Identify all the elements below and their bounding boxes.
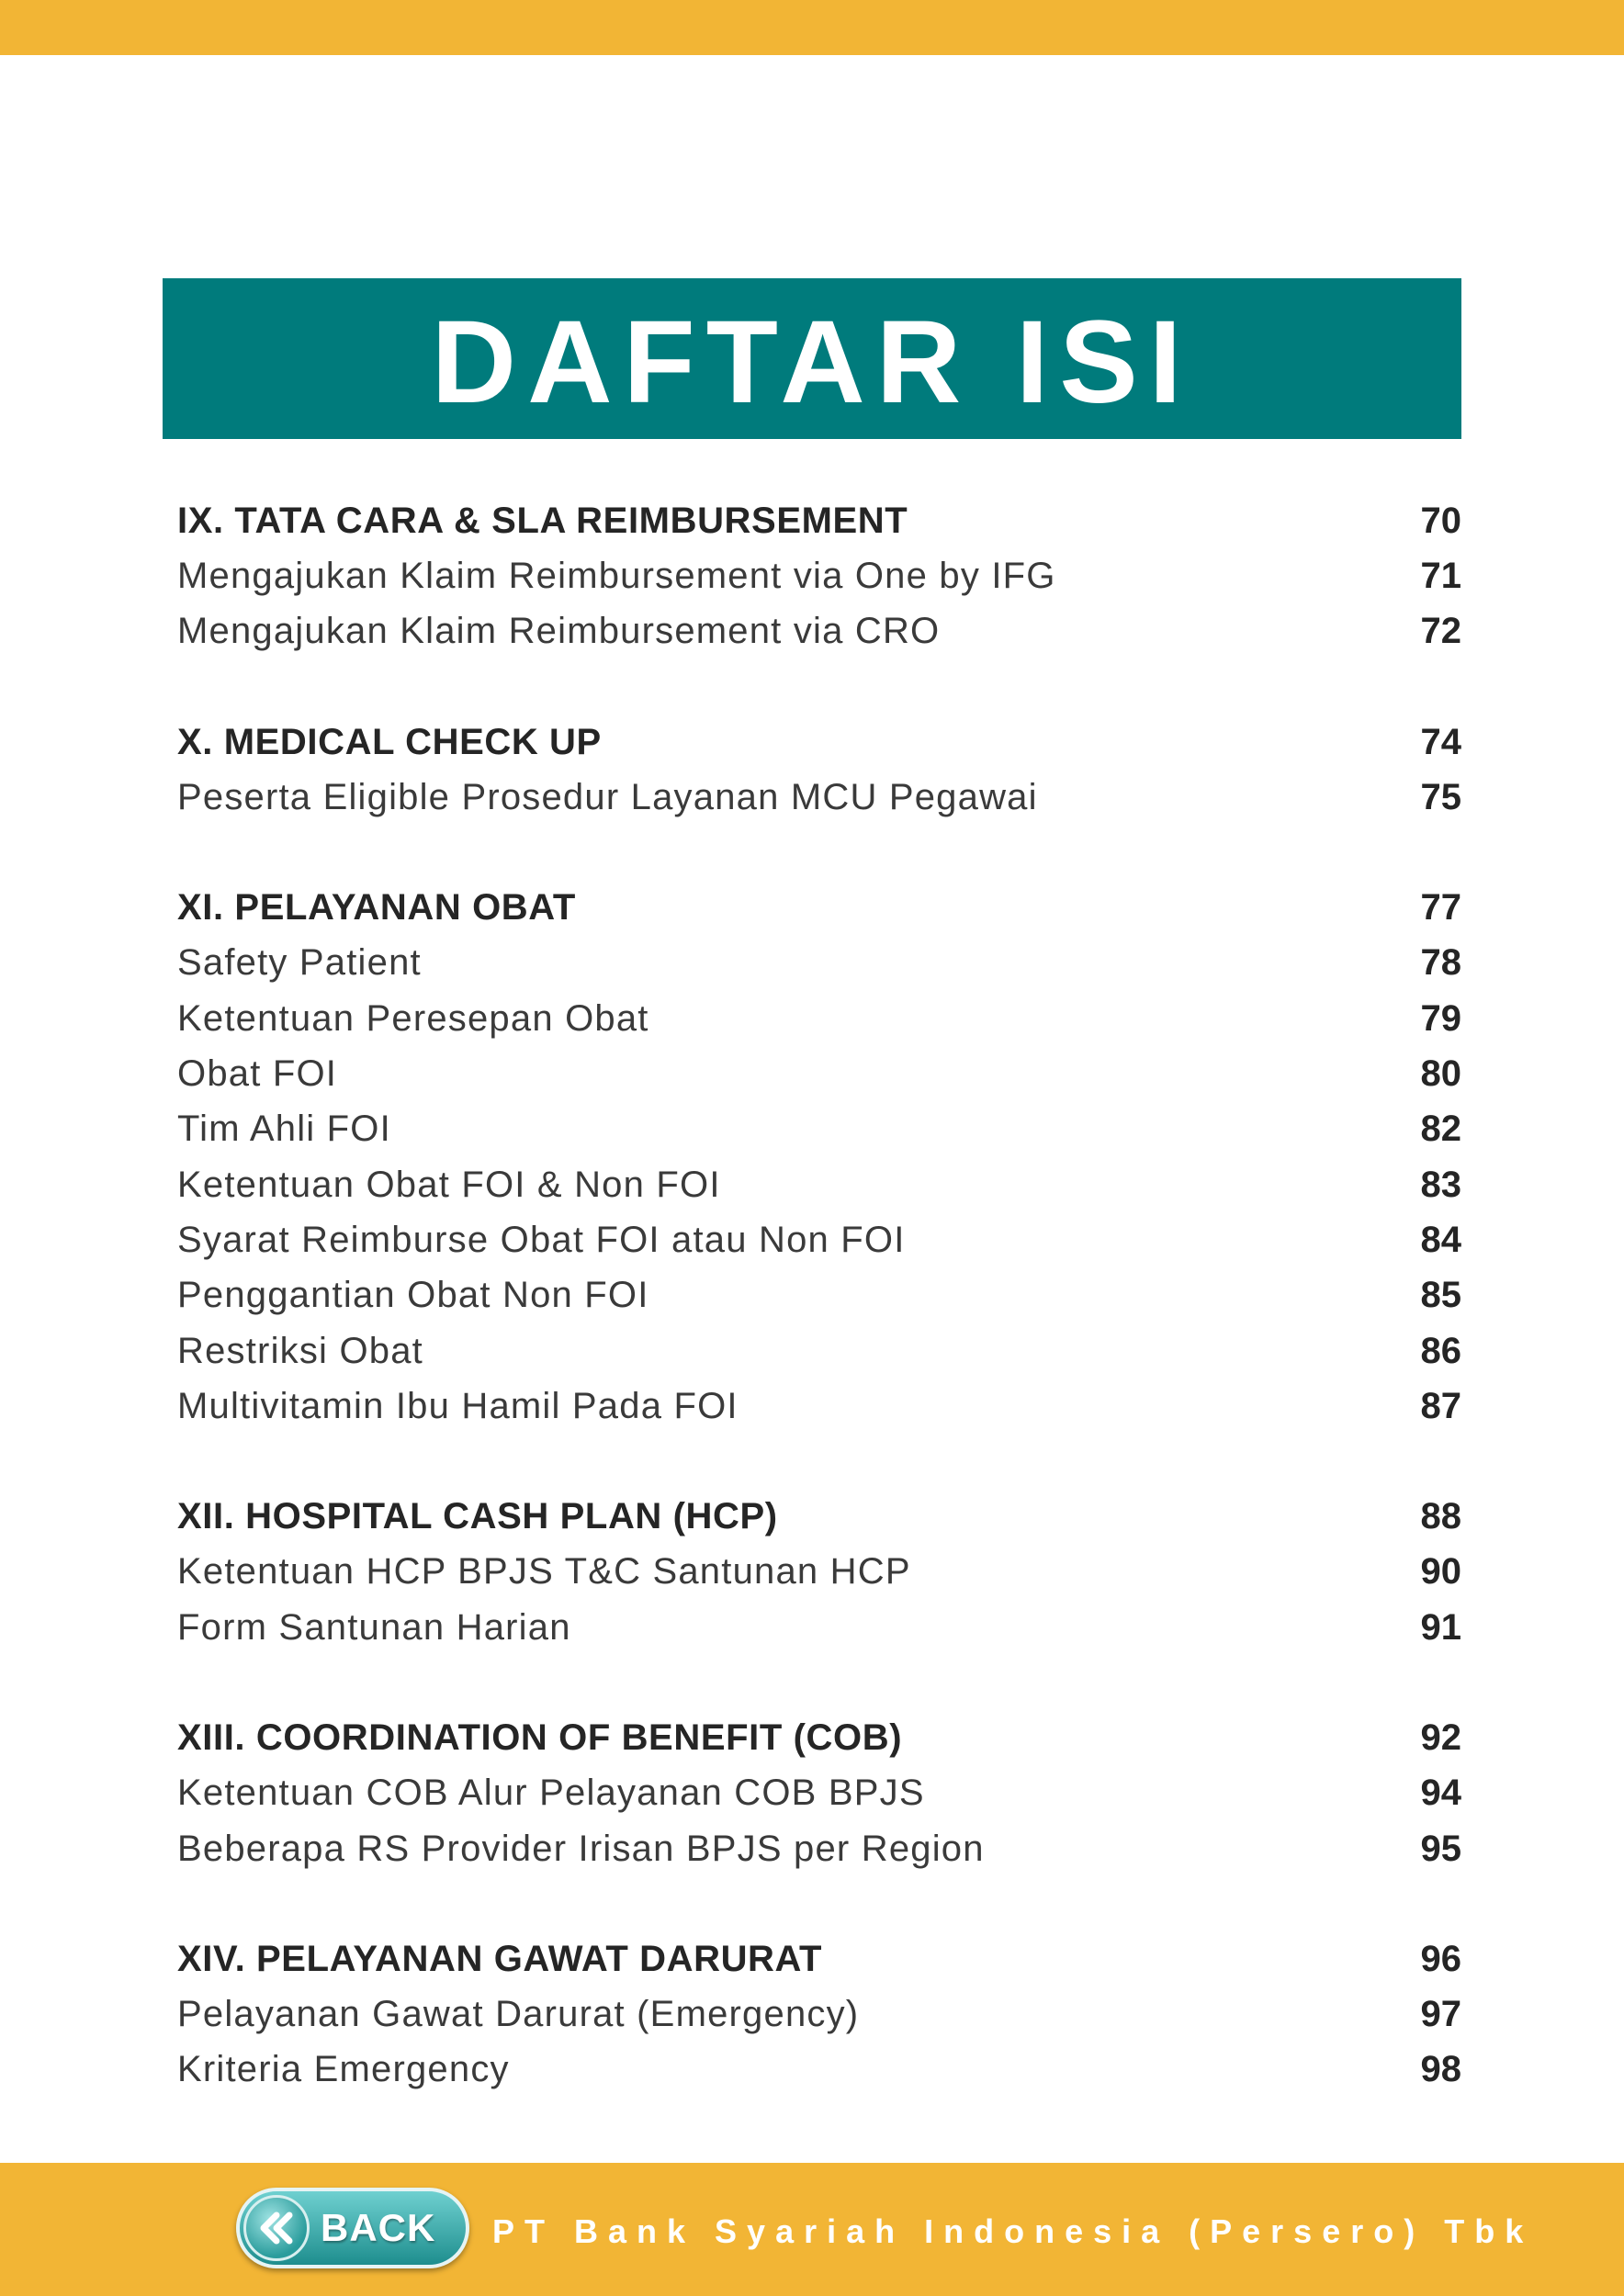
toc-page-number: 79 <box>1420 997 1461 1039</box>
toc-page-number: 97 <box>1420 1994 1461 2035</box>
toc-section-xi <box>177 880 1461 1434</box>
toc-heading-row[interactable] <box>177 1931 1461 1986</box>
toc-page-number: 86 <box>1420 1330 1461 1371</box>
toc-page-number: 78 <box>1420 942 1461 984</box>
toc-item-label: Obat FOI <box>177 1053 338 1095</box>
title-banner <box>163 278 1461 439</box>
toc-page-number: 88 <box>1420 1496 1461 1537</box>
toc-heading-label: XIV. PELAYANAN GAWAT DARURAT <box>177 1938 823 1979</box>
toc-page-number: 84 <box>1420 1219 1461 1260</box>
toc-page-number: 95 <box>1420 1828 1461 1869</box>
toc-heading-label: X. MEDICAL CHECK UP <box>177 721 602 762</box>
toc-item-row[interactable] <box>177 1268 1461 1323</box>
toc-heading-row[interactable] <box>177 1710 1461 1765</box>
toc-item-row[interactable] <box>177 1987 1461 2043</box>
toc-page-number: 74 <box>1420 721 1461 762</box>
toc-item-label: Peserta Eligible Prosedur Layanan MCU Pegawai <box>177 776 1038 817</box>
toc-item-label: Ketentuan Obat FOI & Non FOI <box>177 1164 721 1205</box>
toc-item-row[interactable] <box>177 1600 1461 1655</box>
toc-page-number: 87 <box>1420 1385 1461 1426</box>
toc-item-row[interactable] <box>177 1323 1461 1379</box>
footer-company-name: PT Bank Syariah Indonesia (Persero) Tbk <box>492 2212 1534 2250</box>
toc-section-x <box>177 715 1461 826</box>
back-button-label: BACK <box>321 2206 436 2249</box>
toc-page-number: 91 <box>1420 1606 1461 1648</box>
toc-item-row[interactable] <box>177 1821 1461 1876</box>
toc-item-row[interactable] <box>177 770 1461 825</box>
toc-item-label: Form Santunan Harian <box>177 1606 571 1648</box>
toc-section-xiii <box>177 1710 1461 1876</box>
top-accent-bar <box>0 0 1624 55</box>
toc-item-label: Syarat Reimburse Obat FOI atau Non FOI <box>177 1219 906 1260</box>
toc-section-xii <box>177 1489 1461 1655</box>
toc-heading-row[interactable] <box>177 493 1461 548</box>
toc-item-row[interactable] <box>177 1102 1461 1157</box>
toc-item-label: Ketentuan COB Alur Pelayanan COB BPJS <box>177 1773 925 1814</box>
toc-item-label: Multivitamin Ibu Hamil Pada FOI <box>177 1385 739 1426</box>
toc-item-label: Penggantian Obat Non FOI <box>177 1275 649 1316</box>
toc-item-row[interactable] <box>177 936 1461 991</box>
toc-item-row[interactable] <box>177 1766 1461 1821</box>
toc-heading-label: XIII. COORDINATION OF BENEFIT (COB) <box>177 1716 903 1758</box>
table-of-contents <box>177 493 1461 2153</box>
toc-item-row[interactable] <box>177 1545 1461 1600</box>
toc-page-number: 90 <box>1420 1551 1461 1593</box>
toc-page-number: 85 <box>1420 1275 1461 1316</box>
toc-item-label: Safety Patient <box>177 942 422 984</box>
page-title: DAFTAR ISI <box>431 296 1193 428</box>
toc-item-row[interactable] <box>177 1157 1461 1212</box>
toc-heading-label: XI. PELAYANAN OBAT <box>177 887 576 929</box>
toc-section-ix <box>177 493 1461 659</box>
toc-page-number: 92 <box>1420 1716 1461 1758</box>
toc-page-number: 77 <box>1420 887 1461 929</box>
toc-item-label: Pelayanan Gawat Darurat (Emergency) <box>177 1994 860 2035</box>
toc-heading-row[interactable] <box>177 880 1461 935</box>
toc-item-row[interactable] <box>177 1212 1461 1267</box>
toc-section-xiv <box>177 1931 1461 2098</box>
toc-page-number: 82 <box>1420 1109 1461 1150</box>
toc-item-row[interactable] <box>177 991 1461 1046</box>
toc-item-row[interactable] <box>177 548 1461 603</box>
toc-item-label: Tim Ahli FOI <box>177 1109 391 1150</box>
toc-item-row[interactable] <box>177 2043 1461 2098</box>
toc-page-number: 96 <box>1420 1938 1461 1979</box>
toc-item-row[interactable] <box>177 1046 1461 1101</box>
toc-item-label: Ketentuan Peresepan Obat <box>177 997 649 1039</box>
toc-page-number: 71 <box>1420 555 1461 596</box>
toc-page-number: 75 <box>1420 776 1461 817</box>
toc-page-number: 94 <box>1420 1773 1461 1814</box>
toc-item-label: Restriksi Obat <box>177 1330 423 1371</box>
toc-item-label: Mengajukan Klaim Reimbursement via CRO <box>177 611 941 652</box>
double-chevron-left-icon <box>243 2195 310 2261</box>
toc-heading-label: IX. TATA CARA & SLA REIMBURSEMENT <box>177 500 908 541</box>
back-button[interactable] <box>236 2188 469 2268</box>
toc-page-number: 72 <box>1420 611 1461 652</box>
toc-item-row[interactable] <box>177 1379 1461 1434</box>
toc-heading-row[interactable] <box>177 715 1461 770</box>
toc-heading-row[interactable] <box>177 1489 1461 1544</box>
toc-item-label: Beberapa RS Provider Irisan BPJS per Region <box>177 1828 985 1869</box>
toc-item-label: Ketentuan HCP BPJS T&C Santunan HCP <box>177 1551 911 1593</box>
toc-item-row[interactable] <box>177 604 1461 659</box>
toc-heading-label: XII. HOSPITAL CASH PLAN (HCP) <box>177 1496 778 1537</box>
toc-item-label: Mengajukan Klaim Reimbursement via One by IFG <box>177 555 1056 596</box>
toc-page-number: 83 <box>1420 1164 1461 1205</box>
toc-page-number: 98 <box>1420 2049 1461 2090</box>
toc-page-number: 70 <box>1420 500 1461 541</box>
toc-page-number: 80 <box>1420 1053 1461 1095</box>
toc-item-label: Kriteria Emergency <box>177 2049 510 2090</box>
